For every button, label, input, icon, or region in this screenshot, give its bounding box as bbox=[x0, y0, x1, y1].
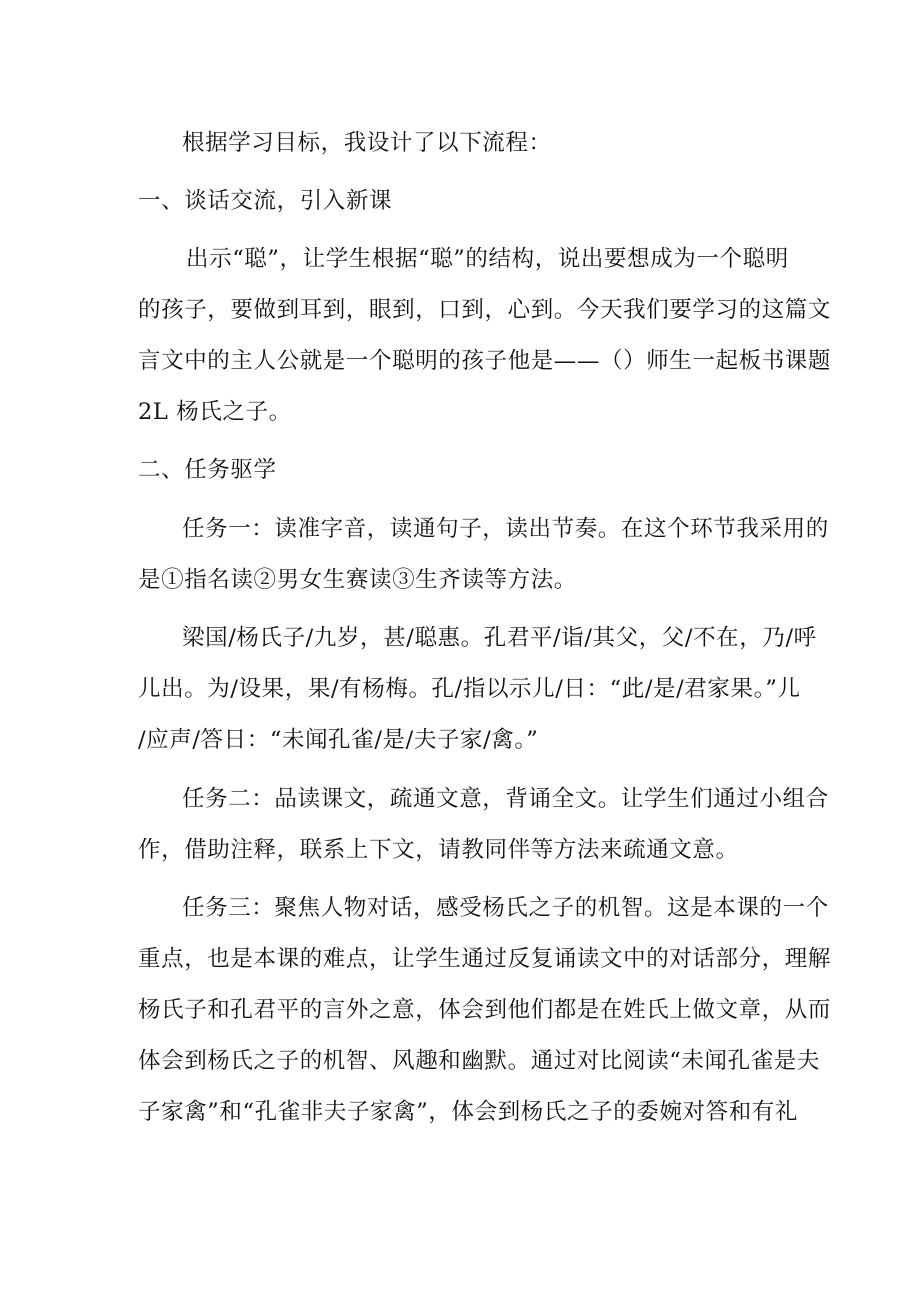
para-line: 任务三：聚焦人物对话，感受杨氏之子的机智。这是本课的一个 bbox=[182, 895, 829, 921]
para-line: 作，借助注释，联系上下文，请教同伴等方法来疏通文意。 bbox=[138, 837, 739, 863]
section1-para-line-1 bbox=[0, 244, 920, 274]
section2-heading-text: 二、任务驱学 bbox=[138, 457, 277, 483]
para-line: 杨氏子和孔君平的言外之意，体会到他们都是在姓氏上做文章，从而 bbox=[138, 997, 832, 1023]
para-line: 任务二：品读课文，疏通文意，背诵全文。让学生们通过小组合 bbox=[182, 786, 829, 812]
section2-heading bbox=[0, 455, 920, 485]
section1-para-line-3 bbox=[0, 346, 920, 376]
task3-line-3 bbox=[0, 995, 920, 1025]
task3-line-2 bbox=[0, 944, 920, 974]
section1-para-line-2 bbox=[0, 295, 920, 325]
para-line: 体会到杨氏之子的机智、风趣和幽默。通过对比阅读“未闻孔雀是夫 bbox=[138, 1048, 821, 1074]
para-line: 子家禽”和“孔雀非夫子家禽”，体会到杨氏之子的委婉对答和有礼 bbox=[138, 1099, 799, 1125]
text-line-2 bbox=[0, 674, 920, 704]
para-line: 言文中的主人公就是一个聪明的孩子他是——（）师生一起板书课题 bbox=[138, 348, 832, 374]
task3-line-4 bbox=[0, 1046, 920, 1076]
para-line: 的孩子，要做到耳到，眼到，口到，心到。今天我们要学习的这篇文 bbox=[138, 297, 832, 323]
text-line-3 bbox=[0, 725, 920, 755]
task1-line-2 bbox=[0, 565, 920, 595]
para-line: 出示“聪”，让学生根据“聪”的结构，说出要想成为一个聪明 bbox=[186, 246, 789, 272]
intro-text: 根据学习目标，我设计了以下流程： bbox=[182, 130, 552, 156]
intro-paragraph bbox=[0, 128, 920, 158]
para-line: /应声/答日：“未闻孔雀/是/夫子家/禽。” bbox=[138, 727, 539, 753]
para-line: 梁国/杨氏子/九岁，甚/聪惠。孔君平/诣/其父，父/不在，乃/呼 bbox=[182, 625, 817, 651]
task3-line-5 bbox=[0, 1097, 920, 1127]
section1-para-line-4 bbox=[0, 397, 920, 427]
task2-line-2 bbox=[0, 835, 920, 865]
task3-line-1 bbox=[0, 893, 920, 923]
para-line: 儿出。为/设果，果/有杨梅。孔/指以示儿/日：“此/是/君家果。”儿 bbox=[138, 676, 801, 702]
section1-heading-text: 一、谈话交流，引入新课 bbox=[138, 188, 393, 214]
para-line: 2L 杨氏之子。 bbox=[138, 399, 292, 425]
para-line: 任务一：读准字音，读通句子，读出节奏。在这个环节我采用的 bbox=[182, 516, 829, 542]
para-line: 是①指名读②男女生赛读③生齐读等方法。 bbox=[138, 567, 577, 593]
text-line-1 bbox=[0, 623, 920, 653]
task1-line-1 bbox=[0, 514, 920, 544]
section1-heading bbox=[0, 186, 920, 216]
task2-line-1 bbox=[0, 784, 920, 814]
para-line: 重点，也是本课的难点，让学生通过反复诵读文中的对话部分，理解 bbox=[138, 946, 832, 972]
